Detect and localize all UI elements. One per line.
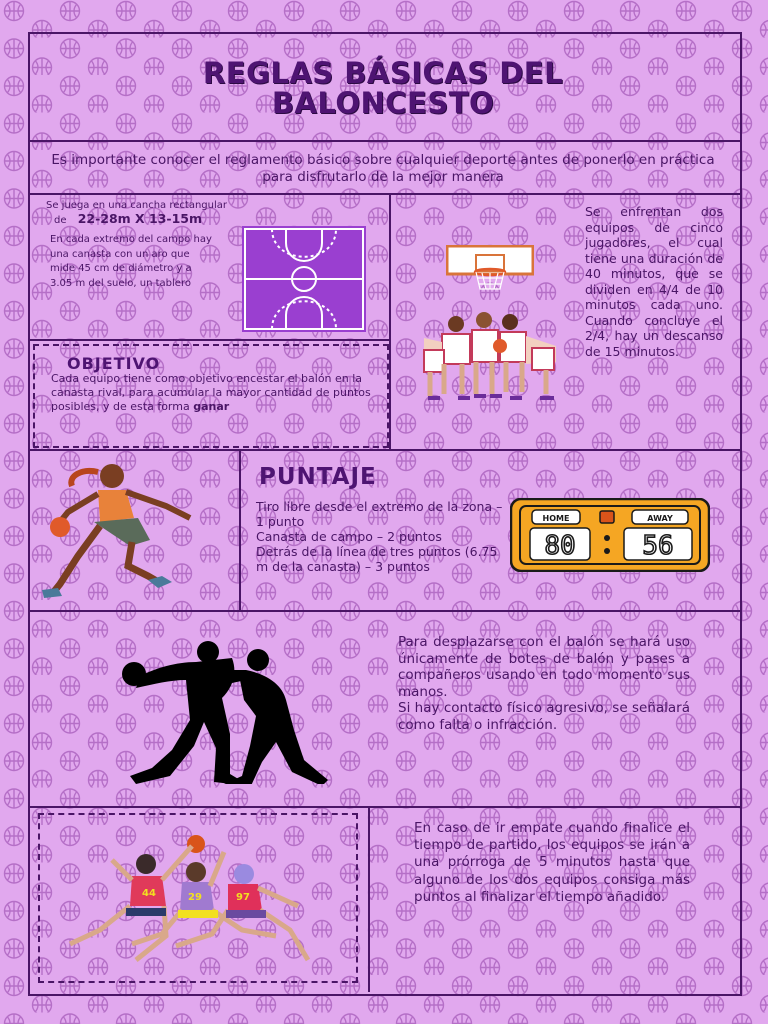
divider	[28, 610, 740, 612]
basketball-hoop-icon	[446, 245, 534, 291]
title-line-1: REGLAS BÁSICAS DEL	[202, 56, 564, 90]
dribbling-player-illustration	[36, 462, 236, 600]
teams-text: Se enfrentan dos equipos de cinco jugadores, el cual tiene una duración de 40 minutos, que se dividen en 4/4 de 10 minutos cada uno. Cuando concluye el 2/4, hay un descanso de 15 minutos.	[585, 204, 723, 359]
objective-text	[51, 372, 373, 414]
divider	[368, 806, 370, 992]
divider	[28, 806, 740, 808]
divider	[28, 140, 740, 142]
movement-text	[398, 634, 690, 733]
court-line-2	[46, 212, 336, 227]
court-size: 22-28m X 13-15m	[77, 211, 203, 226]
movement-paragraph-1: Para desplazarse con el balón se hará uso únicamente de botes de balón y pases a compañeros usando en todo momento sus manos.	[398, 634, 690, 700]
jersey-number: 29	[188, 892, 202, 903]
court-description: En cada extremo del campo hay una canasta con un aro que mide 45 cm de diámetro y a 3.05 m del suelo, un tablero	[50, 234, 212, 289]
scoring-item: Detrás de la línea de tres puntos (6.75 m de la canasta) – 3 puntos	[256, 544, 498, 574]
title-line-2: BALONCESTO	[271, 86, 495, 120]
home-label: HOME	[542, 514, 570, 523]
players-silhouette-illustration	[106, 640, 346, 784]
intro-text: Es importante conocer el reglamento básico sobre cualquier deporte antes de ponerlo en práctica para disfrutarlo de la mejor manera	[51, 152, 715, 185]
court-line-1: Se juega en una cancha rectangular	[46, 200, 227, 211]
away-label: AWAY	[647, 514, 673, 523]
scoreboard	[510, 498, 710, 572]
scoring-item: Tiro libre desde el extremo de la zona – 1 punto	[256, 499, 503, 529]
objective-body: Cada equipo tiene como objetivo encestar el balón en la canasta rival, para acumular la mayor cantidad de puntos posibles, y de esta forma	[51, 372, 371, 413]
jersey-number: 44	[142, 888, 156, 899]
divider	[28, 339, 390, 341]
team-players-illustration	[414, 306, 564, 406]
court-dimensions	[46, 199, 336, 227]
divider	[28, 449, 740, 451]
basketball-court-icon	[242, 226, 366, 332]
objective-bold: ganar	[193, 400, 230, 413]
scoring-item: Canasta de campo – 2 puntos	[256, 529, 442, 544]
away-score: 56	[642, 531, 674, 561]
movement-paragraph-2: Si hay contacto físico agresivo, se señalará como falta o infracción.	[398, 700, 690, 733]
overtime-text: En caso de ir empate cuando finalice el tiempo de partido, los equipos se irán a una prórroga de 5 minutos hasta que alguno de los dos equipos consiga más puntos al finalizar el tiempo añadido.	[414, 820, 690, 905]
divider	[389, 193, 391, 451]
scoring-heading: PUNTAJE	[259, 464, 377, 490]
players-jumping-illustration	[66, 832, 336, 966]
scoring-list	[256, 499, 510, 574]
jersey-number: 97	[236, 892, 250, 903]
home-score: 80	[544, 531, 576, 561]
divider	[28, 193, 740, 195]
page-title	[30, 58, 736, 118]
divider	[239, 449, 241, 612]
objective-heading: OBJETIVO	[67, 354, 161, 373]
court-de: de	[54, 215, 67, 226]
